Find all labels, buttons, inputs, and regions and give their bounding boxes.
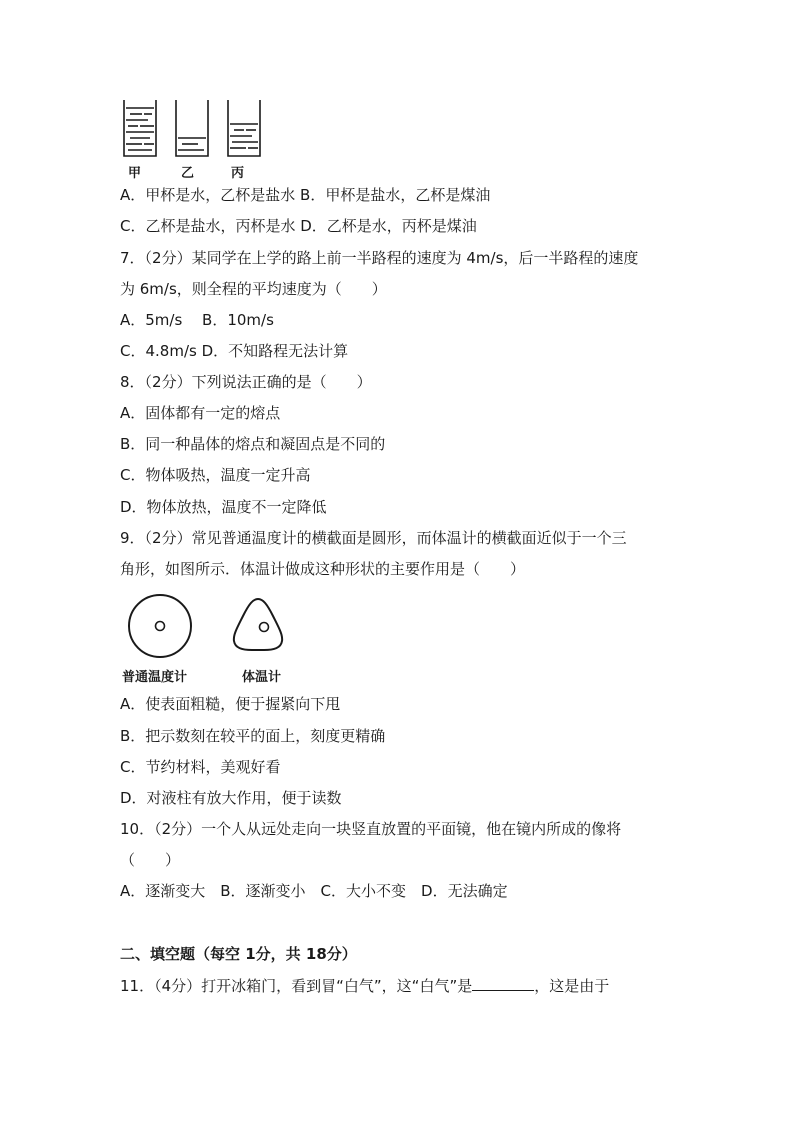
- figure-label-clinical-thermometer: 体温计: [242, 670, 282, 685]
- cup-label-bing: 丙: [231, 166, 245, 181]
- cups-figure: [118, 98, 278, 160]
- q7-stem-line1: 7．（2分）某同学在上学的路上前一半路程的速度为 4m/s，后一半路程的速度: [120, 249, 639, 267]
- triangular-cross-section: [234, 599, 282, 650]
- q8-option-c: C．物体吸热，温度一定升高: [120, 466, 311, 484]
- q11-answer-blank: [472, 974, 534, 991]
- cup-label-jia: 甲: [128, 166, 142, 181]
- q8-option-d: D．物体放热，温度不一定降低: [120, 498, 327, 516]
- cup-jia: [124, 100, 156, 156]
- q7-options-line1: A．5m/s B．10m/s: [120, 311, 274, 329]
- cup-yi: [176, 100, 208, 156]
- cup-bing: [228, 100, 260, 156]
- cup-label-yi: 乙: [181, 166, 195, 181]
- q9-stem-line2: 角形，如图所示．体温计做成这种形状的主要作用是（ ）: [120, 560, 526, 578]
- round-cross-section: [129, 595, 191, 657]
- q10-stem-line1: 10．（2分）一个人从远处走向一块竖直放置的平面镜，他在镜内所成的像将: [120, 820, 622, 838]
- q8-option-b: B．同一种晶体的熔点和凝固点是不同的: [120, 435, 386, 453]
- q8-stem: 8．（2分）下列说法正确的是（ ）: [120, 373, 372, 391]
- q6-options-line2: C．乙杯是盐水，丙杯是水 D．乙杯是水，丙杯是煤油: [120, 217, 477, 235]
- q9-option-b: B．把示数刻在较平的面上，刻度更精确: [120, 727, 386, 745]
- q11-stem-after-blank: ，这是由于: [534, 977, 610, 995]
- q9-option-d: D．对液柱有放大作用，便于读数: [120, 789, 342, 807]
- thermometer-cross-sections-figure: [122, 592, 312, 662]
- figure-label-ordinary-thermometer: 普通温度计: [122, 670, 188, 685]
- q9-option-c: C．节约材料，美观好看: [120, 758, 281, 776]
- q9-stem-line1: 9．（2分）常见普通温度计的横截面是圆形，而体温计的横截面近似于一个三: [120, 529, 627, 547]
- q10-options: A．逐渐变大 B．逐渐变小 C．大小不变 D．无法确定: [120, 882, 508, 900]
- q8-option-a: A．固体都有一定的熔点: [120, 404, 281, 422]
- q7-stem-line2: 为 6m/s，则全程的平均速度为（ ）: [120, 280, 387, 298]
- q9-option-a: A．使表面粗糙，便于握紧向下甩: [120, 695, 341, 713]
- q11-stem-before-blank: 11．（4分）打开冰箱门，看到冒“白气”，这“白气”是: [120, 977, 473, 995]
- q10-stem-line2: （ ）: [120, 851, 181, 869]
- q6-options-line1: A．甲杯是水，乙杯是盐水 B．甲杯是盐水，乙杯是煤油: [120, 186, 491, 204]
- q7-options-line2: C．4.8m/s D．不知路程无法计算: [120, 342, 349, 360]
- section2-heading: 二、填空题（每空 1分，共 18分）: [120, 945, 357, 963]
- q11-stem: [120, 974, 609, 997]
